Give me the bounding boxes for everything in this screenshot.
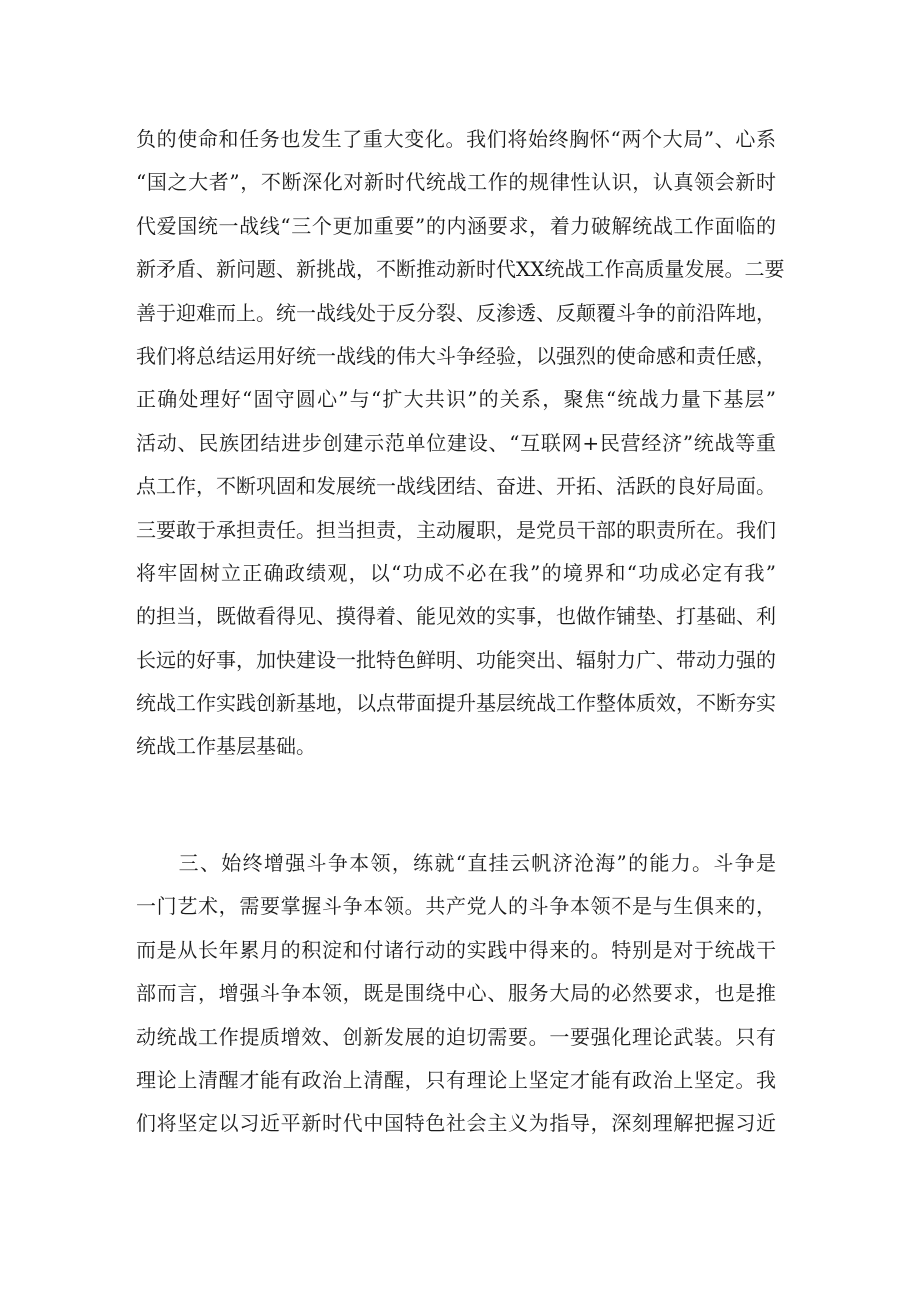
text-line: 代爱国统一战线“三个更加重要”的内涵要求，着力破解统战工作面临的 (136, 213, 776, 238)
text-line: 善于迎难而上。统一战线处于反分裂、反渗透、反颠覆斗争的前沿阵地， (136, 300, 776, 325)
text-line: 们将坚定以习近平新时代中国特色社会主义为指导，深刻理解把握习近 (136, 1111, 776, 1136)
text-line: 一门艺术，需要掌握斗争本领。共产党人的斗争本领不是与生俱来的， (136, 894, 776, 919)
text-line: 统战工作实践创新基地，以点带面提升基层统战工作整体质效，不断夯实 (136, 691, 776, 716)
text-line: 理论上清醒才能有政治上清醒，只有理论上坚定才能有政治上坚定。我 (136, 1067, 776, 1092)
paragraph-continuation (136, 118, 785, 769)
text-line: “国之大者”，不断深化对新时代统战工作的规律性认识，认真领会新时 (136, 170, 776, 195)
text-line: 负的使命和任务也发生了重大变化。我们将始终胸怀“两个大局”、心系 (136, 127, 776, 151)
paragraph-section-three (136, 842, 776, 1146)
text-line: 我们将总结运用好统一战线的伟大斗争经验，以强烈的使命感和责任感， (136, 343, 776, 368)
text-line: 新矛盾、新问题、新挑战，不断推动新时代XX统战工作高质量发展。二要 (136, 257, 785, 282)
text-line: 点工作，不断巩固和发展统一战线团结、奋进、开拓、活跃的良好局面。 (136, 474, 776, 499)
text-line: 三、始终增强斗争本领，练就“直挂云帆济沧海”的能力。斗争是 (136, 851, 776, 875)
text-line: 的担当，既做看得见、摸得着、能见效的实事，也做作铺垫、打基础、利 (136, 604, 776, 629)
text-line: 长远的好事，加快建设一批特色鲜明、功能突出、辐射力广、带动力强的 (136, 647, 776, 672)
text-line: 部而言，增强斗争本领，既是围绕中心、服务大局的必然要求，也是推 (136, 981, 776, 1006)
text-line: 而是从长年累月的积淀和付诸行动的实践中得来的。特别是对于统战干 (136, 937, 776, 962)
text-line: 统战工作基层基础。 (136, 734, 316, 759)
text-line: 动统战工作提质增效、创新发展的迫切需要。一要强化理论武装。只有 (136, 1024, 776, 1049)
text-line: 活动、民族团结进步创建示范单位建设、“互联网+民营经济”统战等重 (136, 430, 776, 455)
text-line: 正确处理好“固守圆心”与“扩大共识”的关系，聚焦“统战力量下基层” (136, 387, 776, 412)
text-line: 三要敢于承担责任。担当担责，主动履职，是党员干部的职责所在。我们 (136, 517, 776, 542)
text-line: 将牢固树立正确政绩观，以“功成不必在我”的境界和“功成必定有我” (136, 560, 776, 585)
